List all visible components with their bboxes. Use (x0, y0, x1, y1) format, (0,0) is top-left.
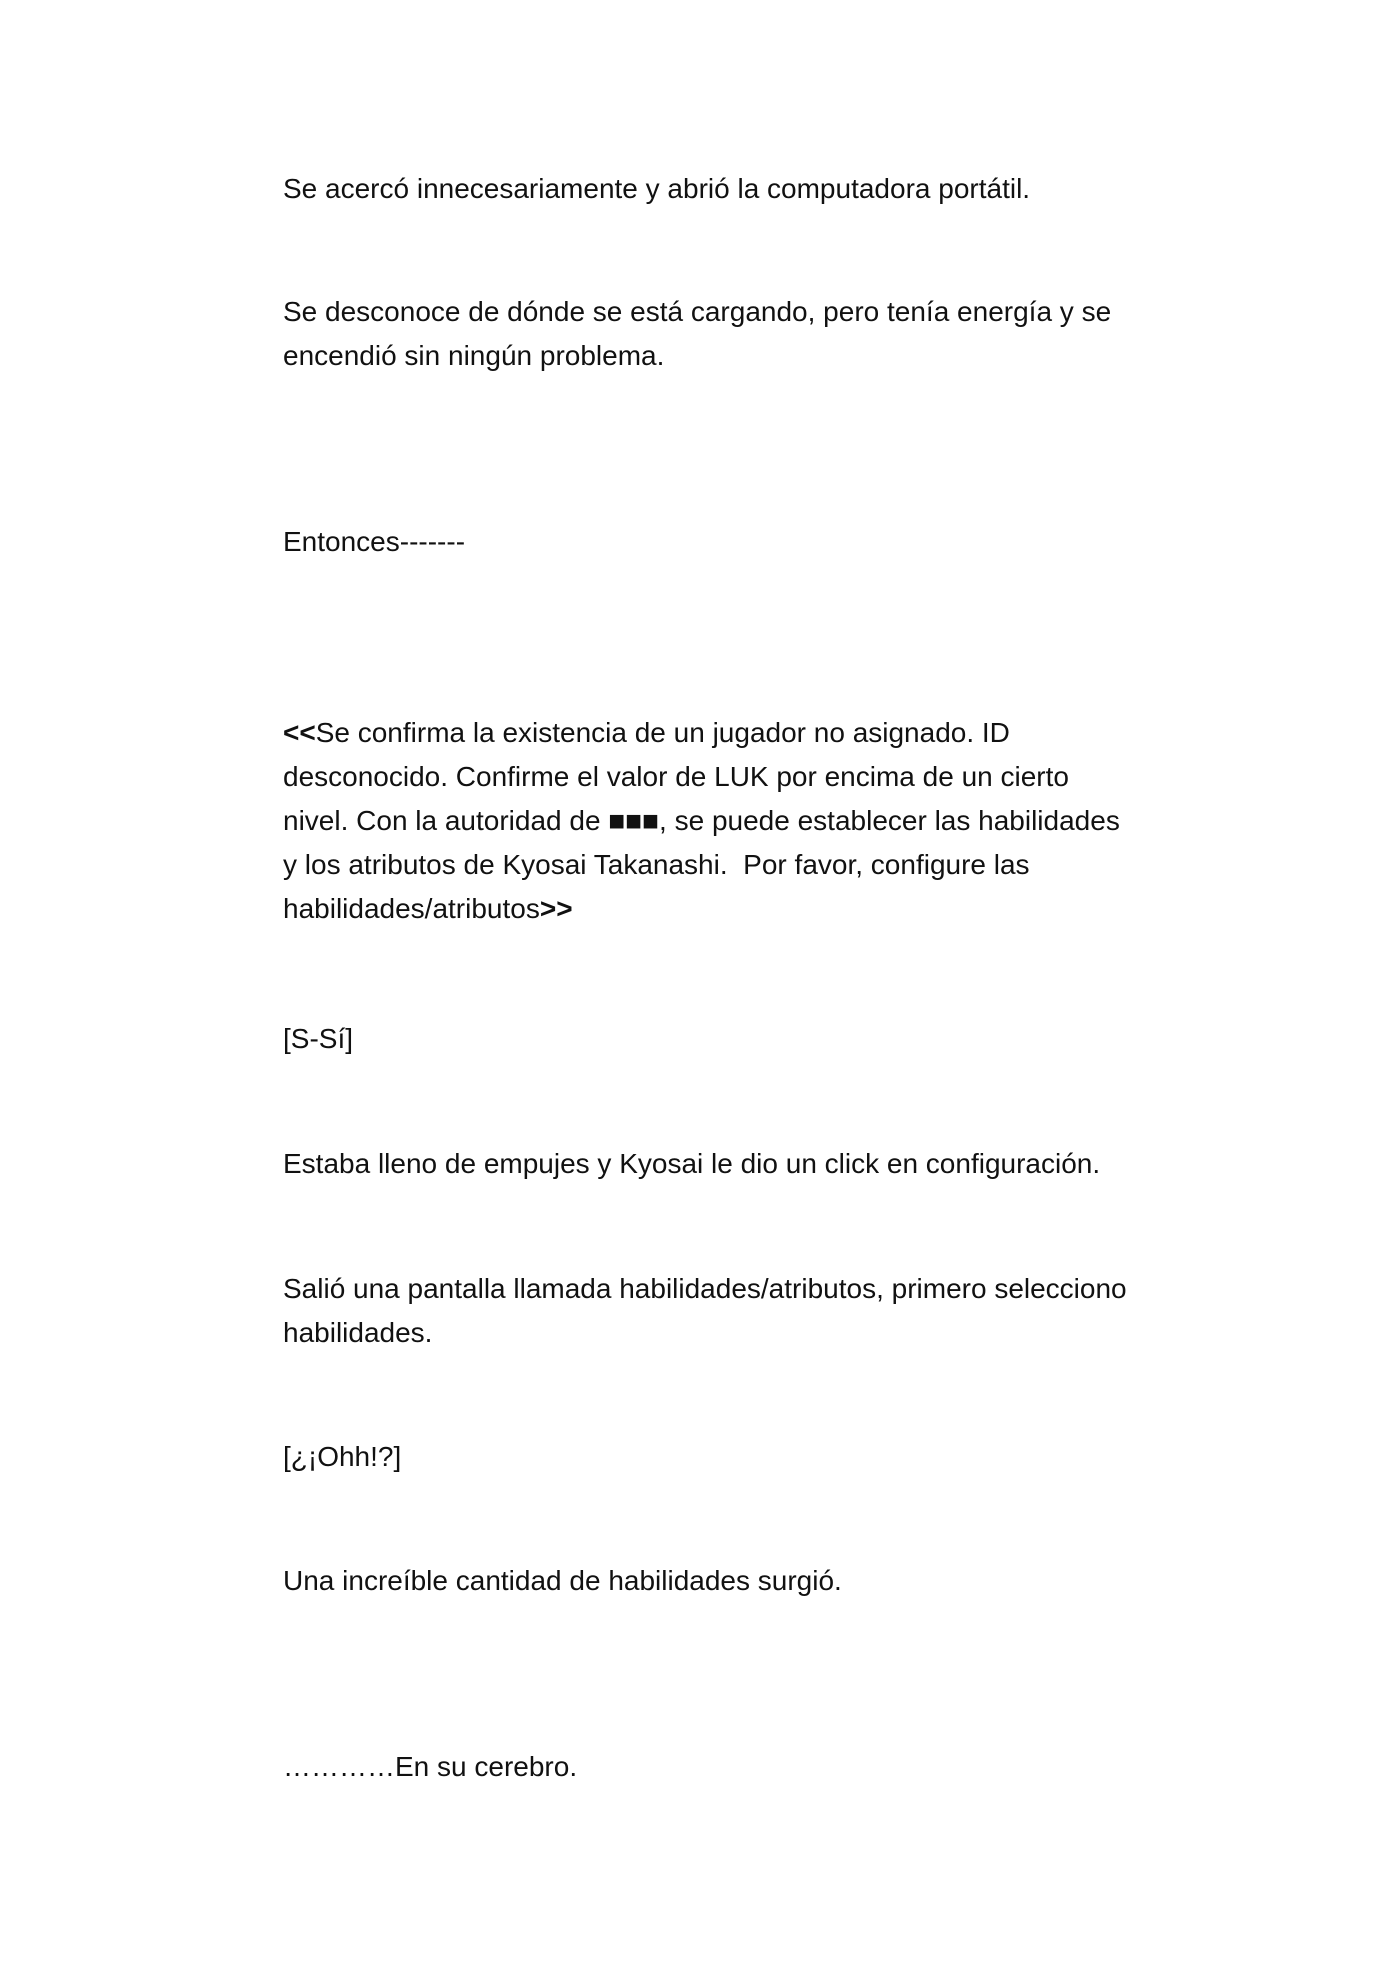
system-message (283, 711, 1213, 931)
paragraph: Salió una pantalla llamada habilidades/atributos, primero selecciono habilidades. (283, 1273, 1127, 1348)
paragraph: Se acercó innecesariamente y abrió la computadora portátil. (283, 173, 1031, 204)
paragraph: Una increíble cantidad de habilidades surgió. (283, 1565, 842, 1596)
paragraph: Estaba lleno de empujes y Kyosai le dio un click en configuración. (283, 1148, 1101, 1179)
dialogue-line: [¿¡Ohh!?] (283, 1441, 402, 1472)
paragraph: Entonces------- (283, 526, 466, 557)
dialogue-line: [S-Sí] (283, 1023, 354, 1054)
paragraph: …………En su cerebro. (283, 1751, 578, 1782)
message-open-marker: << (283, 717, 316, 748)
message-close-marker: >> (539, 893, 573, 924)
paragraph: Se desconoce de dónde se está cargando, pero tenía energía y se encendió sin ningún problema. (283, 296, 1112, 371)
system-message-text: Se confirma la existencia de un jugador no asignado. ID desconocido. Confirme el valor de LUK por encima de un cierto nivel. Con la autoridad de ■■■, se puede establecer las habilidades y los atributos de Kyosai Takanashi. Por favor, configure las habilidades/atributos (283, 717, 1120, 924)
